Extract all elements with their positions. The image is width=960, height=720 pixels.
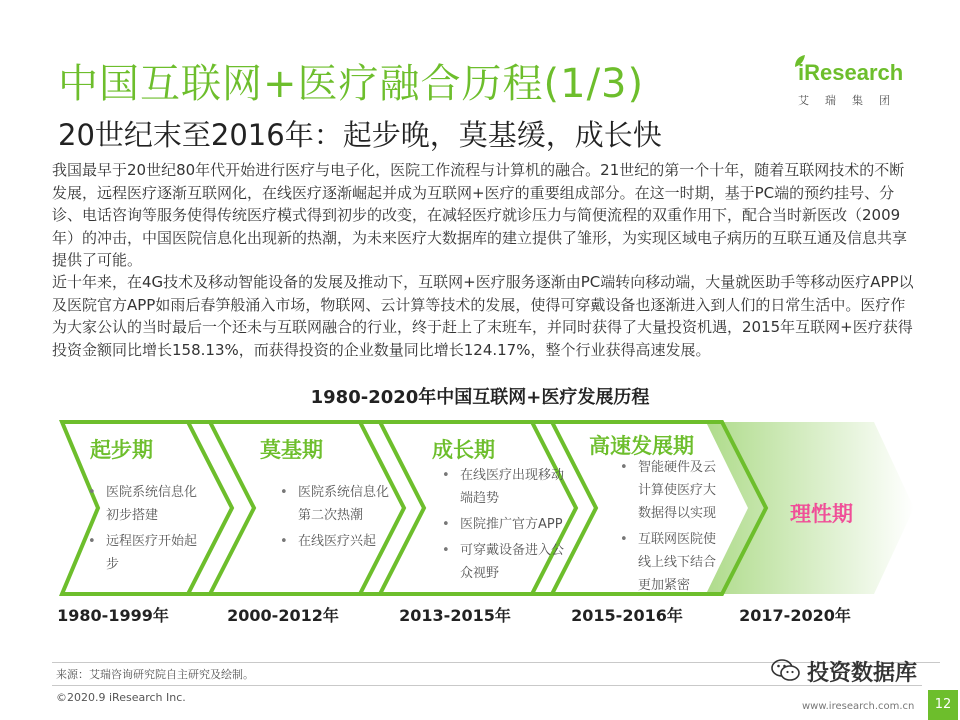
timeline-title: 1980-2020年中国互联网+医疗发展历程 [310, 387, 650, 408]
list-item: • 可穿戴设备进入公众视野 [442, 539, 568, 585]
stage-list-start [88, 481, 198, 579]
stage-title-rapid: 高速发展期 [589, 434, 694, 458]
list-item: • 医院系统信息化第二次热潮 [280, 481, 392, 527]
source-note: 来源：艾瑞咨询研究院自主研究及绘制。 [56, 668, 254, 681]
year-label-growth: 2013-2015年 [399, 606, 511, 625]
list-item: • 在线医疗兴起 [280, 530, 392, 553]
stage-title-foundation: 莫基期 [260, 438, 323, 462]
stage-title-start: 起步期 [90, 438, 153, 462]
stage-list-rapid [620, 456, 724, 600]
list-item: • 在线医疗出现移动端趋势 [442, 464, 568, 510]
stage-list-foundation [280, 481, 392, 556]
stage-title-rational: 理性期 [790, 502, 853, 526]
year-label-rational: 2017-2020年 [739, 606, 851, 625]
list-item: • 互联网医院使线上线下结合更加紧密 [620, 528, 724, 597]
year-label-foundation: 2000-2012年 [227, 606, 339, 625]
watermark [771, 655, 917, 687]
year-label-start: 1980-1999年 [57, 606, 169, 625]
site-url: www.iresearch.com.cn [802, 701, 915, 712]
logo-chinese: 艾瑞集团 [798, 94, 906, 107]
list-item: • 远程医疗开始起步 [88, 530, 198, 576]
body-paragraph-2: 近十年来，在4G技术及移动智能设备的发展及推动下，互联网+医疗服务逐渐由PC端转向移动端，大量就医助手等移动医疗APP以及医院官方APP如雨后春笋般涌入市场，物联网、云计算等技术的发展，使得可穿戴设备也逐渐进入到人们的日常生活中。医疗作为大家公认的当时最后一个还未与互联网融合的行业，终于赶上了末班车，并同时获得了大量投资机遇，2015年互联网+医疗获得投资金额同比增长158.13%，而获得投资的企业数量同比增长124.17%，整个行业获得高速发展。 [52, 273, 914, 359]
watermark-text: 投资数据库 [807, 660, 918, 686]
list-item: • 医院系统信息化初步搭建 [88, 481, 198, 527]
list-item: • 医院推广官方APP [442, 513, 568, 536]
stage-title-growth: 成长期 [432, 438, 495, 462]
year-label-rapid: 2015-2016年 [571, 606, 683, 625]
page-number: 12 [928, 690, 958, 720]
page-title: 中国互联网+医疗融合历程(1/3) [58, 61, 645, 107]
logo-brand: iResearch [798, 60, 904, 85]
stage-list-growth [442, 464, 568, 588]
copyright: ©2020.9 iResearch Inc. [56, 691, 186, 704]
page-subtitle: 20世纪末至2016年：起步晚，莫基缓，成长快 [58, 118, 662, 152]
wechat-icon [771, 658, 801, 684]
body-paragraph-1: 我国最早于20世纪80年代开始进行医疗与电子化，医院工作流程与计算机的融合。21世纪的第一个十年，随着互联网技术的不断发展，远程医疗逐渐互联网化，在线医疗逐渐崛起并成为互联网+医疗的重要组成部分。在这一时期，基于PC端的预约挂号、分诊、电话咨询等服务使得传统医疗模式得到初步的改变，在减轻医疗就诊压力与简便流程的双重作用下，配合当时新医改（2009年）的冲击，中国医院信息化出现新的热潮，为未来医疗大数据库的建立提供了雏形，为实现区域电子病历的互联互通及信息共享提供了可能。 [52, 161, 908, 269]
iresearch-logo [792, 54, 912, 110]
list-item: • 智能硬件及云计算使医疗大数据得以实现 [620, 456, 724, 525]
